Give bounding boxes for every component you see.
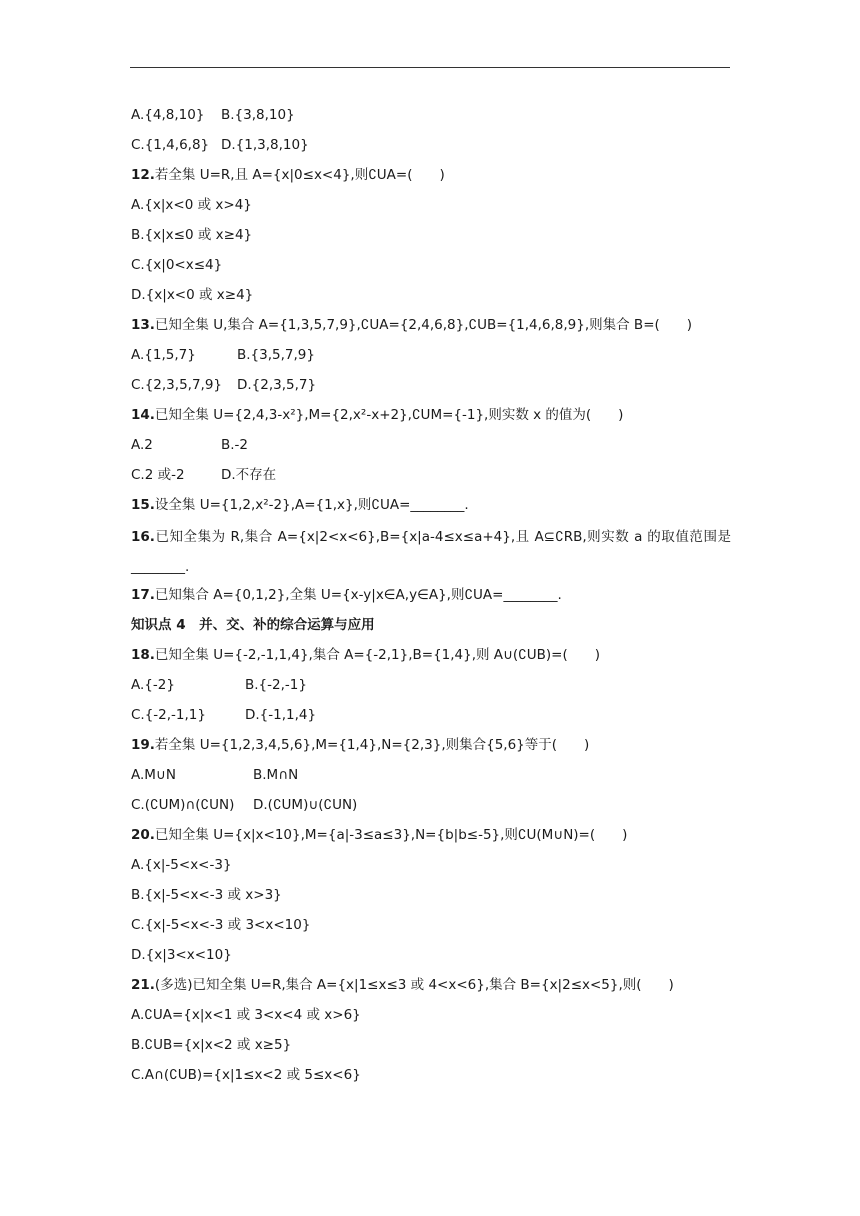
question-text: 设全集 U={1,2,x²-2},A={1,x},则∁UA=________. <box>154 497 469 513</box>
question-number: 16. <box>131 529 155 545</box>
option: C.(∁UM)∩(∁UN) <box>131 797 235 813</box>
question-17 <box>131 582 731 612</box>
option: A.{x|x<0 或 x>4} <box>131 197 252 213</box>
section-heading: 知识点 4 并、交、补的综合运算与应用 <box>131 617 375 633</box>
option: B.{3,8,10} <box>221 107 295 123</box>
question-number: 13. <box>131 317 155 333</box>
option: D.{-1,1,4} <box>245 707 317 723</box>
question-number: 17. <box>131 587 155 603</box>
option: C.A∩(∁UB)={x|1≤x<2 或 5≤x<6} <box>131 1067 361 1083</box>
option: B.∁UB={x|x<2 或 x≥5} <box>131 1037 292 1053</box>
option: A.M∪N <box>131 767 176 783</box>
question-12 <box>131 162 731 192</box>
option: C.{2,3,5,7,9} <box>131 377 223 393</box>
option-line <box>131 792 731 822</box>
question-text: 已知全集 U,集合 A={1,3,5,7,9},∁UA={2,4,6,8},∁UB={1,4,6,8,9},则集合 B=( ) <box>154 317 693 333</box>
option-line <box>131 432 731 462</box>
question-number: 18. <box>131 647 155 663</box>
question-19 <box>131 732 731 762</box>
question-16 <box>131 522 731 582</box>
option: A.{4,8,10} <box>131 107 205 123</box>
question-21 <box>131 972 731 1002</box>
option: C.{x|0<x≤4} <box>131 257 223 273</box>
option-line <box>131 462 731 492</box>
option: C.{x|-5<x<-3 或 3<x<10} <box>131 917 311 933</box>
option: D.{x|3<x<10} <box>131 947 232 963</box>
option: D.{1,3,8,10} <box>221 137 309 153</box>
option: B.{x|x≤0 或 x≥4} <box>131 227 253 243</box>
option-line <box>131 372 731 402</box>
option: C.{1,4,6,8} <box>131 137 210 153</box>
option-line <box>131 702 731 732</box>
option-line <box>131 342 731 372</box>
option: B.M∩N <box>253 767 299 783</box>
question-text: (多选)已知全集 U=R,集合 A={x|1≤x≤3 或 4<x<6},集合 B={x|2≤x<5},则( ) <box>154 977 674 993</box>
option: B.{-2,-1} <box>245 677 307 693</box>
option-line <box>131 762 731 792</box>
option: B.{x|-5<x<-3 或 x>3} <box>131 887 282 903</box>
option: D.{2,3,5,7} <box>237 377 317 393</box>
option: A.2 <box>131 437 153 453</box>
question-number: 21. <box>131 977 155 993</box>
question-18 <box>131 642 731 672</box>
question-number: 19. <box>131 737 155 753</box>
question-20 <box>131 822 731 852</box>
option: C.2 或-2 <box>131 467 185 483</box>
question-text: 已知全集 U={x|x<10},M={a|-3≤a≤3},N={b|b≤-5},则∁U(M∪N)=( ) <box>154 827 628 843</box>
option-line <box>131 132 731 162</box>
option-line <box>131 102 731 132</box>
option: B.{3,5,7,9} <box>237 347 315 363</box>
header-rule <box>130 67 730 68</box>
question-text: 若全集 U=R,且 A={x|0≤x<4},则∁UA=( ) <box>154 167 445 183</box>
option: A.{-2} <box>131 677 175 693</box>
document-body <box>131 102 731 1092</box>
question-number: 12. <box>131 167 155 183</box>
question-text: 若全集 U={1,2,3,4,5,6},M={1,4},N={2,3},则集合{5,6}等于( ) <box>154 737 590 753</box>
option: A.∁UA={x|x<1 或 3<x<4 或 x>6} <box>131 1007 361 1023</box>
question-text: 已知集合 A={0,1,2},全集 U={x-y|x∈A,y∈A},则∁UA=________. <box>154 587 562 603</box>
question-number: 15. <box>131 497 155 513</box>
option: C.{-2,-1,1} <box>131 707 206 723</box>
question-13 <box>131 312 731 342</box>
question-text: 已知全集为 R,集合 A={x|2<x<6},B={x|a-4≤x≤a+4},且 A⊆∁RB,则实数 a 的取值范围是 ________. <box>131 529 731 575</box>
option: A.{x|-5<x<-3} <box>131 857 232 873</box>
option: D.(∁UM)∪(∁UN) <box>253 797 358 813</box>
option: A.{1,5,7} <box>131 347 196 363</box>
option-line <box>131 672 731 702</box>
question-15 <box>131 492 731 522</box>
question-number: 20. <box>131 827 155 843</box>
question-14 <box>131 402 731 432</box>
option: D.{x|x<0 或 x≥4} <box>131 287 254 303</box>
question-text: 已知全集 U={-2,-1,1,4},集合 A={-2,1},B={1,4},则 A∪(∁UB)=( ) <box>154 647 601 663</box>
question-text: 已知全集 U={2,4,3-x²},M={2,x²-x+2},∁UM={-1},则实数 x 的值为( ) <box>154 407 624 423</box>
option: B.-2 <box>221 437 249 453</box>
option: D.不存在 <box>221 467 277 483</box>
question-number: 14. <box>131 407 155 423</box>
